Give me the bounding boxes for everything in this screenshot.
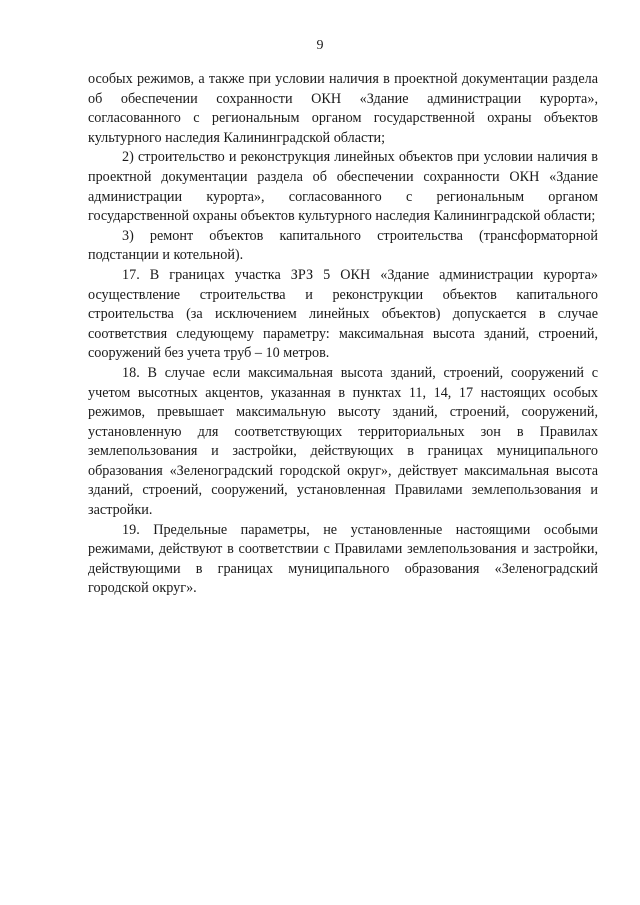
paragraph-item-3: 3) ремонт объектов капитального строительства (трансформаторной подстанции и котельной). [88, 227, 598, 264]
paragraph-continuation: особых режимов, а также при условии наличия в проектной документации раздела об обеспечении сохранности ОКН «Здание администрации курорта», согласованного с региональным органом государственной охраны объектов культурного наследия Калининградской области; [88, 71, 598, 146]
paragraph-19: 19. Предельные параметры, не установленные настоящими особыми режимами, действуют в соответствии с Правилами землепользования и застройки, действующими в границах муниципального образования «Зеленоградский городской округ». [88, 521, 598, 597]
document-body [88, 70, 598, 599]
paragraph-17: 17. В границах участка ЗРЗ 5 ОКН «Здание администрации курорта» осуществление строительства и реконструкции объектов капитального строительства (за исключением линейных объектов) допускается в случае соответствия следующему параметру: максимальная высота зданий, строений, сооружений без учета труб – 10 метров. [88, 266, 598, 362]
paragraph-item-2: 2) строительство и реконструкция линейных объектов при условии наличия в проектной документации раздела об обеспечении сохранности ОКН «Здание администрации курорта», согласованного с региональным органом государственной охраны объектов культурного наследия Калининградской области; [88, 149, 598, 225]
page-number: 9 [316, 38, 324, 53]
paragraph-18: 18. В случае если максимальная высота зданий, строений, сооружений с учетом высотных акцентов, указанная в пунктах 11, 14, 17 настоящих особых режимов, превышает максимальную высоту зданий, строений, сооружений, установленную для соответствующих территориальных зон в Правилах землепользования и застройки, действующих в границах муниципального образования «Зеленоградский городской округ», действует максимальная высота зданий, строений, сооружений, установленная Правилами землепользования и застройки. [88, 364, 598, 519]
